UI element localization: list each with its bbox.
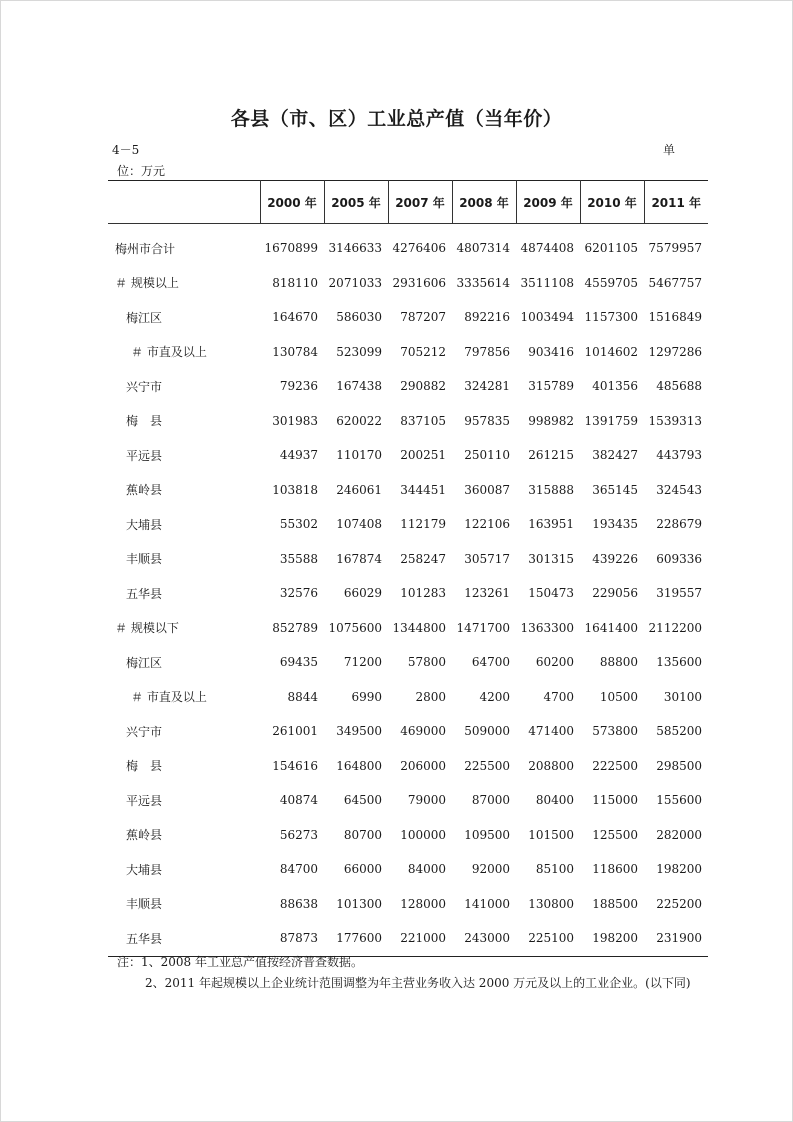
table-cell: 1014602 (584, 344, 638, 359)
table-cell: 60200 (535, 655, 574, 670)
table-cell: 1075600 (328, 620, 382, 635)
table-cell: 193435 (592, 517, 638, 532)
table-cell: 101283 (400, 586, 446, 601)
table-row (108, 611, 708, 646)
table-cell: 261215 (528, 448, 574, 463)
table-cell: 40874 (279, 793, 318, 808)
table-cell: 1516849 (648, 310, 702, 325)
table-cell: 100000 (400, 827, 446, 842)
table-cell: 315789 (528, 379, 574, 394)
header-stub (108, 181, 260, 224)
table-cell: 130784 (272, 344, 318, 359)
table-cell: 3511108 (520, 275, 574, 290)
table-cell: 509000 (464, 724, 510, 739)
table-cell: 2931606 (392, 275, 446, 290)
table-cell: 85100 (535, 862, 574, 877)
row-label: 梅 县 (126, 414, 163, 429)
table-cell: 523099 (336, 344, 382, 359)
table-cell: 57800 (407, 655, 446, 670)
table-header-row (108, 181, 708, 224)
table-cell: 198200 (580, 921, 644, 956)
table-row (108, 224, 708, 266)
table-cell: 177600 (324, 921, 388, 956)
table-cell: 301983 (272, 413, 318, 428)
table-cell: 573800 (592, 724, 638, 739)
table-cell: 56273 (279, 827, 318, 842)
table-cell: 101300 (336, 896, 382, 911)
table-cell: 130800 (528, 896, 574, 911)
table-cell: 609336 (656, 551, 702, 566)
table-cell: 4200 (479, 689, 510, 704)
table-row (108, 749, 708, 784)
row-label: 平远县 (126, 793, 163, 808)
table-cell: 225500 (464, 758, 510, 773)
table-cell: 305717 (464, 551, 510, 566)
table-cell: 250110 (464, 448, 510, 463)
table-cell: 787207 (400, 310, 446, 325)
output-value-table (108, 180, 708, 957)
table-cell: 225100 (516, 921, 580, 956)
table-cell: 32576 (279, 586, 318, 601)
table-cell: 2800 (415, 689, 446, 704)
table-cell: 225200 (656, 896, 702, 911)
table-cell: 80700 (343, 827, 382, 842)
table-row (108, 680, 708, 715)
row-label: 蕉岭县 (126, 828, 163, 843)
table-cell: 998982 (528, 413, 574, 428)
table-cell: 64500 (343, 793, 382, 808)
table-cell: 485688 (656, 379, 702, 394)
table-cell: 957835 (464, 413, 510, 428)
table-cell: 1297286 (648, 344, 702, 359)
table-cell: 10500 (599, 689, 638, 704)
table-cell: 4807314 (456, 241, 510, 256)
table-cell: 66000 (343, 862, 382, 877)
table-cell: 443793 (656, 448, 702, 463)
table-cell: 4874408 (520, 241, 574, 256)
row-label: ＃ 规模以上 (115, 276, 179, 291)
table-cell: 221000 (388, 921, 452, 956)
table-cell: 290882 (400, 379, 446, 394)
table-cell: 837105 (400, 413, 446, 428)
table-cell: 208800 (528, 758, 574, 773)
table-cell: 222500 (592, 758, 638, 773)
row-label: 平远县 (126, 448, 163, 463)
table-cell: 88800 (599, 655, 638, 670)
table-cell: 360087 (464, 482, 510, 497)
column-header: 2007 年 (388, 181, 452, 224)
row-label: 蕉岭县 (126, 483, 163, 498)
table-cell: 1391759 (584, 413, 638, 428)
table-cell: 620022 (336, 413, 382, 428)
row-label: 兴宁市 (126, 724, 163, 739)
table-cell: 79000 (407, 793, 446, 808)
table-cell: 349500 (336, 724, 382, 739)
table-cell: 298500 (656, 758, 702, 773)
row-label: 兴宁市 (126, 379, 163, 394)
table-row (108, 818, 708, 853)
table-cell: 123261 (464, 586, 510, 601)
table-row (108, 576, 708, 611)
row-label: ＃ 市直及以上 (131, 690, 207, 705)
row-label: ＃ 市直及以上 (131, 345, 207, 360)
table-cell: 1157300 (584, 310, 638, 325)
table-cell: 154616 (272, 758, 318, 773)
row-label: 梅 县 (126, 759, 163, 774)
table-cell: 282000 (656, 827, 702, 842)
table-row (108, 369, 708, 404)
table-row (108, 438, 708, 473)
table-row (108, 507, 708, 542)
table-cell: 1471700 (456, 620, 510, 635)
column-header: 2010 年 (580, 181, 644, 224)
table-cell: 118600 (592, 862, 638, 877)
table-cell: 4700 (543, 689, 574, 704)
column-header: 2011 年 (644, 181, 708, 224)
row-label: 丰顺县 (126, 897, 163, 912)
table-cell: 243000 (452, 921, 516, 956)
table-cell: 1670899 (264, 241, 318, 256)
table-cell: 471400 (528, 724, 574, 739)
table-cell: 246061 (336, 482, 382, 497)
table-cell: 163951 (528, 517, 574, 532)
table-cell: 818110 (272, 275, 318, 290)
row-label: 梅江区 (126, 310, 163, 325)
table-cell: 115000 (592, 793, 638, 808)
table-cell: 188500 (592, 896, 638, 911)
table-cell: 852789 (272, 620, 318, 635)
table-cell: 167438 (336, 379, 382, 394)
table-cell: 585200 (656, 724, 702, 739)
table-cell: 88638 (279, 896, 318, 911)
table-cell: 586030 (336, 310, 382, 325)
table-cell: 6990 (351, 689, 382, 704)
table-cell: 7579957 (648, 241, 702, 256)
table-cell: 128000 (400, 896, 446, 911)
table-cell: 344451 (400, 482, 446, 497)
row-label: 大埔县 (126, 862, 163, 877)
footnote-2: 2、2011 年起规模以上企业统计范围调整为年主营业务收入达 2000 万元及以上的工业企业。(以下同) (145, 976, 691, 990)
table-cell: 87000 (471, 793, 510, 808)
row-label: 梅江区 (126, 655, 163, 670)
table-cell: 4276406 (392, 241, 446, 256)
table-cell: 35588 (279, 551, 318, 566)
page-title: 各县（市、区）工业总产值（当年价） (230, 108, 563, 130)
table-row (108, 473, 708, 508)
table-cell: 80400 (535, 793, 574, 808)
table-cell: 109500 (464, 827, 510, 842)
table-cell: 365145 (592, 482, 638, 497)
table-cell: 200251 (400, 448, 446, 463)
table-cell: 469000 (400, 724, 446, 739)
table-cell: 892216 (464, 310, 510, 325)
row-label: 大埔县 (126, 517, 163, 532)
table-cell: 69435 (279, 655, 318, 670)
table-row (108, 714, 708, 749)
table-cell: 4559705 (584, 275, 638, 290)
row-label: ＃ 规模以下 (115, 621, 179, 636)
table-cell: 79236 (279, 379, 318, 394)
table-cell: 2071033 (328, 275, 382, 290)
table-cell: 125500 (592, 827, 638, 842)
table-cell: 228679 (656, 517, 702, 532)
table-body (108, 224, 708, 957)
table-row (108, 921, 708, 956)
row-label: 五华县 (108, 921, 260, 956)
table-cell: 258247 (400, 551, 446, 566)
table-cell: 164800 (336, 758, 382, 773)
table-cell: 155600 (656, 793, 702, 808)
table-row (108, 852, 708, 887)
table-cell: 1539313 (648, 413, 702, 428)
table-row (108, 887, 708, 922)
table-cell: 92000 (471, 862, 510, 877)
table-cell: 2112200 (648, 620, 702, 635)
table-cell: 231900 (644, 921, 708, 956)
table-row (108, 404, 708, 439)
table-row (108, 335, 708, 370)
unit-label-head: 单 (663, 143, 676, 157)
table-cell: 84000 (407, 862, 446, 877)
table-row (108, 645, 708, 680)
unit-label-tail: 位：万元 (117, 164, 166, 178)
table-row (108, 300, 708, 335)
row-label: 梅州市合计 (115, 241, 176, 256)
table-cell: 797856 (464, 344, 510, 359)
table-cell: 112179 (400, 517, 446, 532)
table-cell: 141000 (464, 896, 510, 911)
table-cell: 107408 (336, 517, 382, 532)
table-row (108, 542, 708, 577)
table-cell: 44937 (279, 448, 318, 463)
table-number: 4－5 (112, 143, 140, 157)
table-cell: 64700 (471, 655, 510, 670)
table-cell: 30100 (663, 689, 702, 704)
table-cell: 206000 (400, 758, 446, 773)
table-cell: 103818 (272, 482, 318, 497)
table-cell: 1363300 (520, 620, 574, 635)
column-header: 2005 年 (324, 181, 388, 224)
footnote-1: 注：1、2008 年工业总产值按经济普查数据。 (117, 955, 363, 969)
table-cell: 8844 (287, 689, 318, 704)
table-cell: 229056 (592, 586, 638, 601)
table-cell: 401356 (592, 379, 638, 394)
column-header: 2008 年 (452, 181, 516, 224)
table-cell: 315888 (528, 482, 574, 497)
row-label: 丰顺县 (126, 552, 163, 567)
table-cell: 319557 (656, 586, 702, 601)
table-row (108, 783, 708, 818)
row-label: 五华县 (126, 586, 163, 601)
table-cell: 301315 (528, 551, 574, 566)
table-cell: 3335614 (456, 275, 510, 290)
table-cell: 261001 (272, 724, 318, 739)
table-cell: 101500 (528, 827, 574, 842)
column-header: 2000 年 (260, 181, 324, 224)
table-cell: 135600 (656, 655, 702, 670)
table-cell: 1344800 (392, 620, 446, 635)
table-cell: 167874 (336, 551, 382, 566)
table-cell: 1641400 (584, 620, 638, 635)
table-cell: 66029 (343, 586, 382, 601)
table-cell: 164670 (272, 310, 318, 325)
table-row (108, 266, 708, 301)
column-header: 2009 年 (516, 181, 580, 224)
table-cell: 439226 (592, 551, 638, 566)
table-cell: 71200 (343, 655, 382, 670)
table-cell: 705212 (400, 344, 446, 359)
table-cell: 382427 (592, 448, 638, 463)
table-cell: 87873 (260, 921, 324, 956)
table-cell: 324543 (656, 482, 702, 497)
table-cell: 198200 (656, 862, 702, 877)
table-cell: 5467757 (648, 275, 702, 290)
table-cell: 6201105 (584, 241, 638, 256)
table-cell: 110170 (336, 448, 382, 463)
table-cell: 3146633 (328, 241, 382, 256)
table-cell: 1003494 (520, 310, 574, 325)
table-cell: 150473 (528, 586, 574, 601)
table-cell: 903416 (528, 344, 574, 359)
table-cell: 324281 (464, 379, 510, 394)
table-cell: 122106 (464, 517, 510, 532)
table-cell: 55302 (279, 517, 318, 532)
table-cell: 84700 (279, 862, 318, 877)
